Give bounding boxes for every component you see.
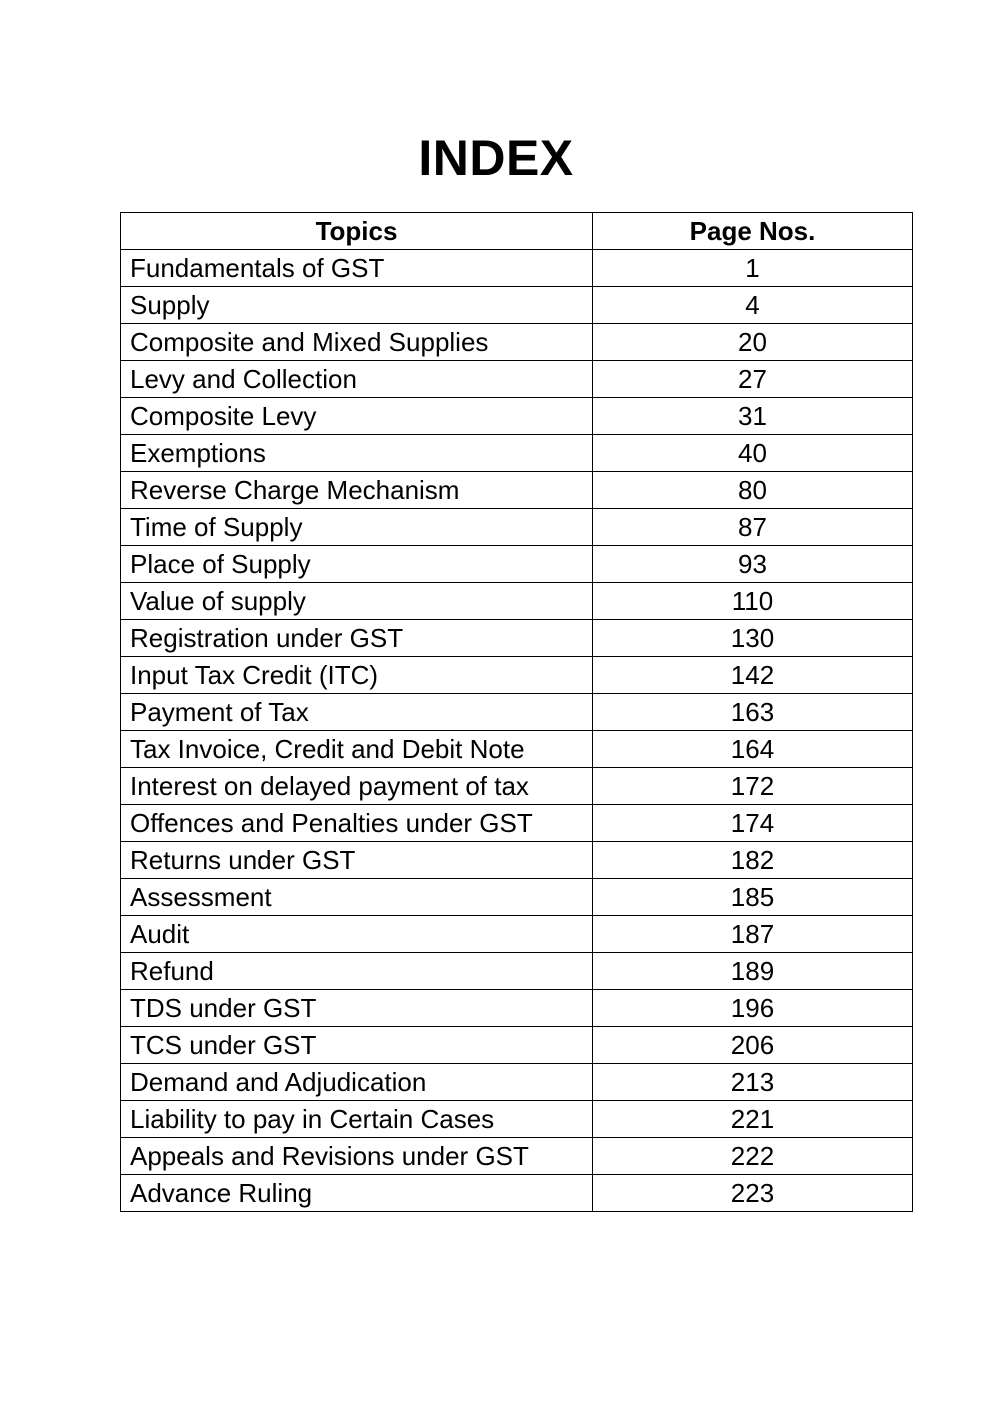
page-number-cell: 164: [593, 731, 913, 768]
table-row: [121, 657, 913, 694]
table-row: [121, 324, 913, 361]
table-row: [121, 916, 913, 953]
topic-cell: Composite and Mixed Supplies: [121, 324, 593, 361]
topic-cell: Assessment: [121, 879, 593, 916]
table-row: [121, 1027, 913, 1064]
topic-cell: Interest on delayed payment of tax: [121, 768, 593, 805]
page-number-cell: 27: [593, 361, 913, 398]
topic-cell: Returns under GST: [121, 842, 593, 879]
topic-cell: Input Tax Credit (ITC): [121, 657, 593, 694]
page-number-cell: 187: [593, 916, 913, 953]
topic-cell: Registration under GST: [121, 620, 593, 657]
index-table: [120, 212, 913, 1212]
table-row: [121, 731, 913, 768]
table-row: [121, 842, 913, 879]
header-page-nos: Page Nos.: [593, 213, 913, 250]
page-number-cell: 142: [593, 657, 913, 694]
topic-cell: Payment of Tax: [121, 694, 593, 731]
topic-cell: Advance Ruling: [121, 1175, 593, 1212]
topic-cell: TCS under GST: [121, 1027, 593, 1064]
table-row: [121, 879, 913, 916]
page-number-cell: 172: [593, 768, 913, 805]
topic-cell: Liability to pay in Certain Cases: [121, 1101, 593, 1138]
topic-cell: Refund: [121, 953, 593, 990]
table-row: [121, 472, 913, 509]
page-number-cell: 20: [593, 324, 913, 361]
table-row: [121, 990, 913, 1027]
page-number-cell: 4: [593, 287, 913, 324]
page-number-cell: 87: [593, 509, 913, 546]
page-number-cell: 80: [593, 472, 913, 509]
topic-cell: Tax Invoice, Credit and Debit Note: [121, 731, 593, 768]
topic-cell: Offences and Penalties under GST: [121, 805, 593, 842]
table-row: [121, 953, 913, 990]
page-number-cell: 223: [593, 1175, 913, 1212]
page-number-cell: 93: [593, 546, 913, 583]
topic-cell: TDS under GST: [121, 990, 593, 1027]
table-row: [121, 805, 913, 842]
table-row: [121, 398, 913, 435]
table-row: [121, 361, 913, 398]
table-row: [121, 694, 913, 731]
page-title: INDEX: [418, 130, 574, 186]
table-row: [121, 435, 913, 472]
topic-cell: Reverse Charge Mechanism: [121, 472, 593, 509]
topic-cell: Composite Levy: [121, 398, 593, 435]
table-header-row: [121, 213, 913, 250]
topic-cell: Place of Supply: [121, 546, 593, 583]
page-number-cell: 40: [593, 435, 913, 472]
page-number-cell: 189: [593, 953, 913, 990]
topic-cell: Supply: [121, 287, 593, 324]
page-number-cell: 221: [593, 1101, 913, 1138]
table-row: [121, 546, 913, 583]
topic-cell: Fundamentals of GST: [121, 250, 593, 287]
header-topics: Topics: [121, 213, 593, 250]
page-number-cell: 31: [593, 398, 913, 435]
table-row: [121, 1175, 913, 1212]
table-row: [121, 250, 913, 287]
topic-cell: Demand and Adjudication: [121, 1064, 593, 1101]
page-number-cell: 163: [593, 694, 913, 731]
topic-cell: Value of supply: [121, 583, 593, 620]
page-number-cell: 1: [593, 250, 913, 287]
topic-cell: Exemptions: [121, 435, 593, 472]
table-row: [121, 1101, 913, 1138]
topic-cell: Audit: [121, 916, 593, 953]
table-row: [121, 768, 913, 805]
page-number-cell: 130: [593, 620, 913, 657]
table-row: [121, 583, 913, 620]
page-number-cell: 182: [593, 842, 913, 879]
topic-cell: Levy and Collection: [121, 361, 593, 398]
page-number-cell: 174: [593, 805, 913, 842]
page-number-cell: 196: [593, 990, 913, 1027]
table-row: [121, 509, 913, 546]
table-row: [121, 620, 913, 657]
page-number-cell: 206: [593, 1027, 913, 1064]
table-row: [121, 287, 913, 324]
page-number-cell: 110: [593, 583, 913, 620]
table-body: [121, 250, 913, 1212]
page-number-cell: 222: [593, 1138, 913, 1175]
topic-cell: Time of Supply: [121, 509, 593, 546]
page-number-cell: 213: [593, 1064, 913, 1101]
table-row: [121, 1138, 913, 1175]
table-row: [121, 1064, 913, 1101]
page-number-cell: 185: [593, 879, 913, 916]
topic-cell: Appeals and Revisions under GST: [121, 1138, 593, 1175]
